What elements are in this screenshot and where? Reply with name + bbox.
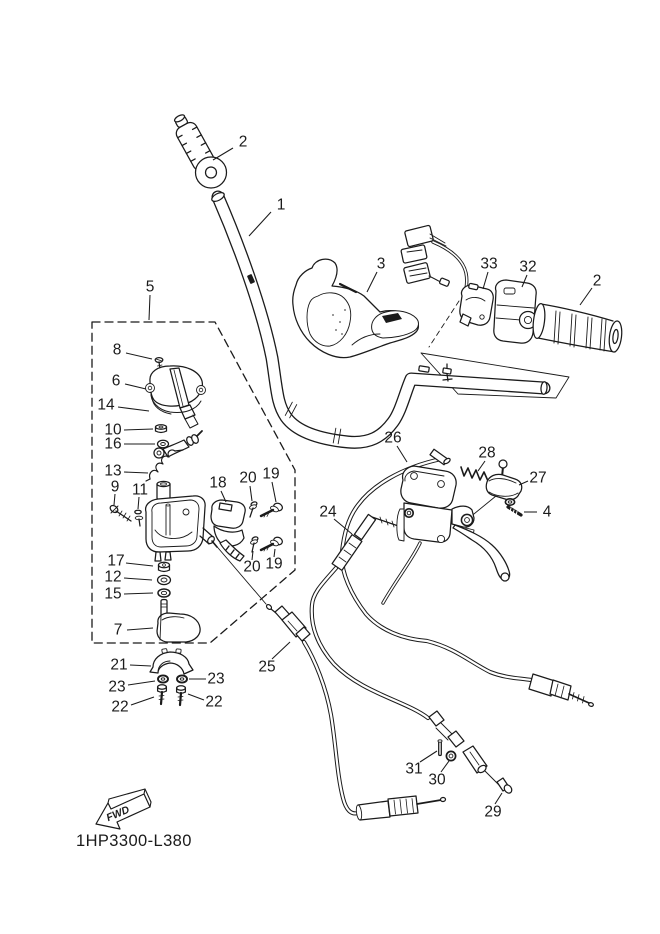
callout-label-2: 2 (592, 272, 602, 290)
callout-label-4: 4 (542, 503, 552, 521)
callout-label-24: 24 (319, 503, 337, 521)
callout-label-14: 14 (97, 396, 115, 414)
callout-leader-22 (131, 697, 154, 705)
callout-label-5: 5 (145, 278, 155, 296)
callout-leader-8 (126, 353, 152, 359)
part-19-bolt-upper (261, 502, 284, 517)
part-10-nut (156, 425, 167, 433)
callout-leader-30 (441, 761, 449, 772)
part-21-clamp (150, 649, 193, 674)
callout-label-23: 23 (108, 678, 126, 696)
part-27-cable-holder (486, 460, 522, 505)
part-12-washer (158, 575, 171, 584)
callout-label-1: 1 (276, 196, 286, 214)
callout-label-13: 13 (104, 462, 122, 480)
part-22-bolt (158, 685, 167, 704)
callout-label-26: 26 (384, 429, 402, 447)
connector-plug (401, 245, 427, 264)
wire-connectors (401, 225, 467, 298)
bar-clip (419, 366, 430, 373)
callout-label-15: 15 (104, 585, 122, 603)
callout-leader-6 (125, 384, 146, 389)
right-cable-adjuster (529, 674, 594, 707)
part-20-screw-upper (249, 501, 258, 517)
callout-leader-23 (128, 681, 155, 685)
callout-leader-28 (478, 461, 485, 471)
part-3-handlebar-cover (293, 259, 419, 358)
callout-leader-3 (367, 272, 377, 292)
callout-leader-26 (397, 446, 407, 462)
callout-leader-19 (272, 482, 276, 502)
callout-leader-11 (138, 497, 139, 509)
callout-label-28: 28 (478, 444, 496, 462)
part-13-spring (146, 450, 183, 481)
connector-plug (403, 262, 449, 286)
throttle-housing-body (146, 496, 217, 561)
brake-lever (453, 525, 510, 581)
part-20-screw-lower (250, 536, 259, 552)
callout-label-12: 12 (104, 568, 122, 586)
callout-label-11: 11 (131, 481, 149, 499)
part-23-washer (177, 675, 187, 682)
callout-label-32: 32 (519, 258, 537, 276)
callout-label-8: 8 (112, 341, 122, 359)
callout-label-17: 17 (107, 552, 125, 570)
part-11-screw (135, 510, 143, 526)
callout-label-16: 16 (104, 435, 122, 453)
part-16-washer (158, 440, 169, 448)
callouts (97, 134, 601, 821)
part-25-cable-adjuster (266, 604, 310, 641)
callout-label-19: 19 (262, 465, 280, 483)
callout-label-9: 9 (110, 478, 120, 496)
callout-leader-13 (124, 472, 148, 473)
part-30-washer (446, 751, 455, 760)
callout-leader-5 (149, 295, 150, 320)
callout-label-7: 7 (113, 621, 123, 639)
callout-label-31: 31 (405, 760, 423, 778)
callout-leader-10 (124, 429, 153, 430)
part-6-housing-cover (146, 366, 206, 419)
callout-label-21: 21 (110, 656, 128, 674)
part-7-boot (157, 600, 200, 643)
callout-label-29: 29 (484, 803, 502, 821)
callout-leader-2 (580, 288, 592, 305)
callout-label-20: 20 (239, 469, 257, 487)
part-33-switch-housing (460, 283, 493, 326)
callout-label-33: 33 (480, 255, 498, 273)
callout-label-2: 2 (238, 133, 248, 151)
callout-leader-22 (188, 694, 204, 700)
callout-label-19: 19 (265, 555, 283, 573)
callout-label-18: 18 (209, 474, 227, 492)
callout-leader-15 (124, 593, 153, 594)
callout-label-6: 6 (111, 372, 121, 390)
part-2-grip-right (531, 303, 623, 353)
callout-leader-17 (126, 563, 153, 566)
callout-label-22: 22 (111, 698, 129, 716)
part-9-screw (109, 504, 131, 521)
callout-label-27: 27 (529, 469, 547, 487)
part-2-grip-left (167, 110, 226, 188)
callout-label-22: 22 (205, 693, 223, 711)
figure-code: 1HP3300-L380 (76, 832, 192, 850)
part-31-pin (438, 740, 442, 756)
callout-leader-7 (127, 628, 153, 630)
callout-leader-20 (250, 486, 252, 501)
part-32-throttle-switch (494, 280, 537, 343)
callout-label-20: 20 (243, 558, 261, 576)
fwd-label: FWD (104, 803, 132, 825)
callout-leader-14 (118, 407, 149, 411)
callout-leader-21 (130, 665, 151, 666)
callout-leader-25 (272, 642, 290, 659)
callout-leader-29 (495, 793, 502, 804)
part-15-washer (158, 589, 170, 597)
callout-label-30: 30 (428, 771, 446, 789)
callout-leader-1 (249, 212, 271, 236)
callout-label-10: 10 (104, 421, 122, 439)
part-4-pin (508, 507, 521, 516)
callout-leader-33 (483, 272, 488, 289)
callout-leader-2 (213, 148, 233, 160)
throttle-shaft (157, 481, 170, 500)
callout-label-3: 3 (376, 255, 386, 273)
part-19-bolt-lower (261, 536, 284, 551)
part-23-washer (158, 675, 168, 682)
part-18-thumb-lever (211, 500, 245, 561)
part-29-bolt (497, 778, 513, 795)
callout-label-23: 23 (207, 670, 225, 688)
lower-cable-adjuster (355, 796, 445, 820)
callout-label-25: 25 (258, 658, 276, 676)
callout-leader-9 (114, 494, 115, 505)
part-17-cap (159, 562, 170, 571)
callout-leader-12 (124, 578, 152, 580)
part-22-bolt (177, 686, 186, 705)
